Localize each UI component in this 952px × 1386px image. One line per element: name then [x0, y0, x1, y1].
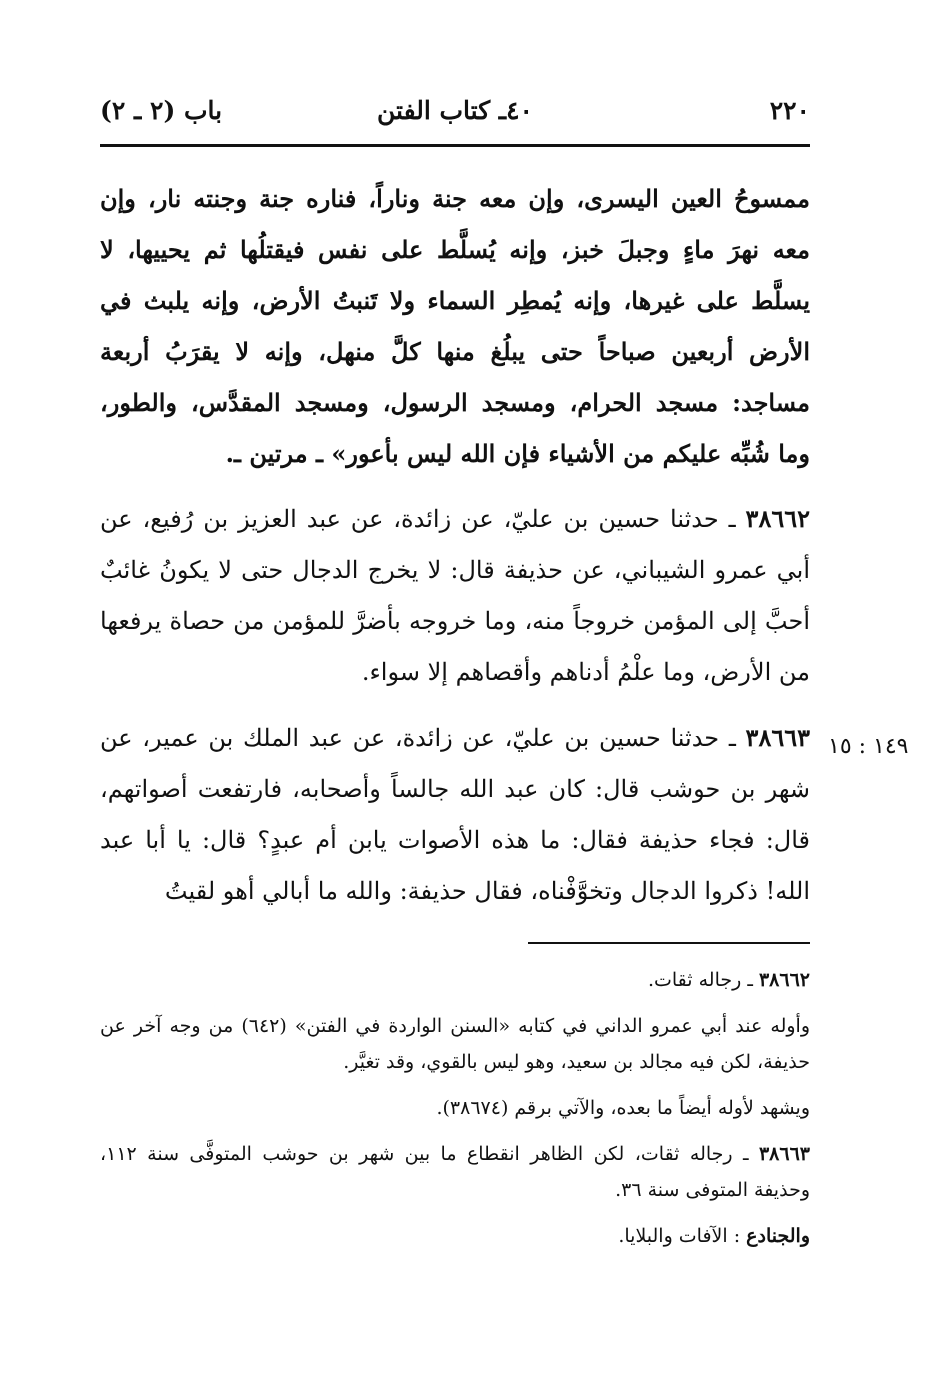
hadith-number: ٣٨٦٦٣	[745, 723, 810, 752]
hadith-number: ٣٨٦٦٢	[745, 504, 810, 533]
page-header	[100, 96, 810, 136]
footnote	[100, 962, 810, 998]
footnote-paragraph: ويشهد لأوله أيضاً ما بعده، والآتي برقم (٣٨٦٧٤).	[436, 1097, 810, 1119]
footnote-definition	[100, 1218, 810, 1254]
footnote-text: ـ رجاله ثقات، لكن الظاهر انقطاع ما بين شهر بن حوشب المتوفَّى سنة ١١٢، وحذيفة المتوفى سنة ٣٦.	[100, 1143, 810, 1201]
continuation-paragraph: ممسوحُ العين اليسرى، وإن معه جنة وناراً، فناره جنة وجنته نار، وإن معه نهرَ ماءٍ وجبلَ خبز، وإنه يُسلَّط على نفس فيقتلُها ثم يحييها، لا يسلَّط على غيرها، وإنه يُمطِر السماء ولا تَنبتُ الأرض، وإنه يلبث في الأرض أربعين صباحاً حتى يبلُغ منها كلَّ منهل، وإنه لا يقرَبُ أربعة مساجد: مسجد الحرام، ومسجد الرسول، ومسجد المقدَّس، والطور، وما شُبِّه عليكم من الأشياء فإن الله ليس بأعور» ـ مرتين ـ.	[100, 184, 810, 468]
margin-reference: ١٤٩ : ١٥	[828, 734, 909, 759]
footnote-paragraph: وأوله عند أبي عمرو الداني في كتابه «السنن الواردة في الفتن» (٦٤٢) من وجه آخر عن حذيفة، لكن فيه مجالد بن سعيد، وهو ليس بالقوي، وقد تغيَّر.	[100, 1015, 810, 1073]
definition-text: : الآفات والبلايا.	[618, 1225, 741, 1247]
book-title: ٤٠ـ كتاب الفتن	[377, 96, 533, 125]
hadith-text: ـ حدثنا حسين بن عليّ، عن زائدة، عن عبد العزيز بن رُفيع، عن أبي عمرو الشيباني، عن حذيفة قال: لا يخرج الدجال حتى لا يكونُ غائبٌ أحبَّ إلى المؤمن خروجاً منه، وما خروجه بأضرَّ للمؤمن من حصاة يرفعها من الأرض، وما علْمُ أدناهم وأقصاهم إلا سواء.	[100, 505, 810, 686]
main-text	[100, 173, 810, 917]
hadith-paragraph	[100, 712, 810, 917]
hadith-paragraph	[100, 493, 810, 698]
page-number: ٢٢٠	[769, 96, 810, 125]
footnote-text: ـ رجاله ثقات.	[647, 969, 753, 991]
footnote-ref: ٣٨٦٦٣	[758, 1143, 810, 1165]
footnote-ref: ٣٨٦٦٢	[758, 969, 810, 991]
header-rule	[100, 144, 810, 147]
defined-term: والجنادع	[746, 1225, 810, 1247]
footnotes	[100, 962, 810, 1264]
footnote	[100, 1136, 810, 1208]
footnote-rule	[528, 942, 810, 944]
hadith-text: ـ حدثنا حسين بن عليّ، عن زائدة، عن عبد الملك بن عمير، عن شهر بن حوشب قال: كان عبد الله جالساً وأصحابه، فارتفعت أصواتهم، قال: فجاء حذيفة فقال: ما هذه الأصوات يابن أم عبدٍ؟ قال: يا أبا عبد الله! ذكروا الدجال وتخوَّفْناه، فقال حذيفة: والله ما أبالي أهو لقيتُ	[100, 724, 810, 905]
chapter-label: باب (٢ ـ ٢)	[100, 96, 223, 125]
